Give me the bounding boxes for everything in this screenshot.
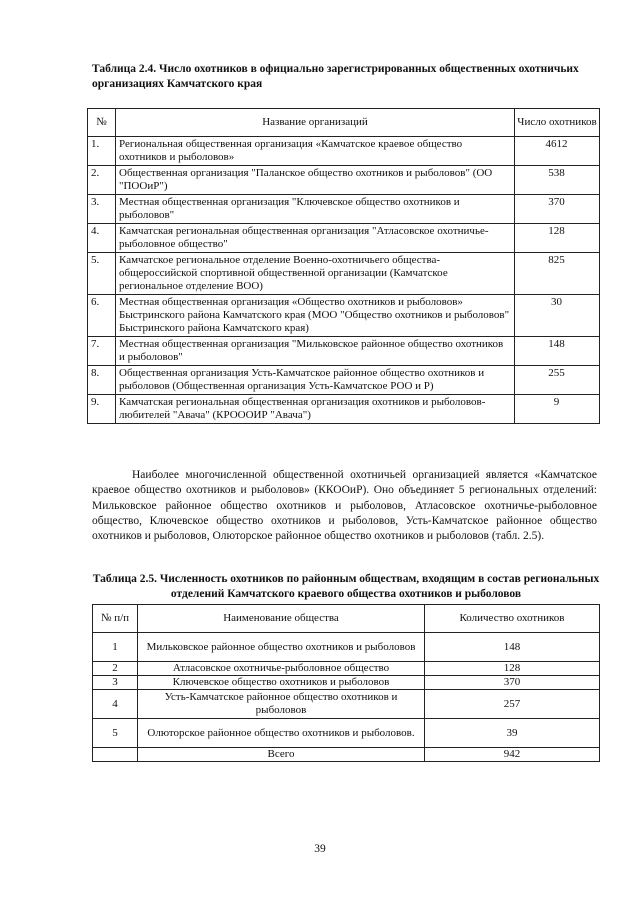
row-name: Камчатская региональная общественная организация "Атласовское охотничье-рыболовное общество" — [116, 224, 515, 253]
row-num: 1. — [88, 137, 116, 166]
header-name: Название организаций — [116, 109, 515, 137]
row-name: Камчатская региональная общественная организация охотников и рыболовов-любителей "Авача" (КРОООИР "Авача") — [116, 395, 515, 424]
table-header-row — [88, 109, 600, 137]
total-num — [93, 748, 138, 762]
row-count: 148 — [425, 633, 600, 662]
table1-caption: Таблица 2.4. Число охотников в официально зарегистрированных общественных охотничьих организациях Камчатского края — [92, 63, 579, 90]
total-count: 942 — [425, 748, 600, 762]
total-row — [93, 748, 600, 762]
district-societies-table — [92, 604, 600, 762]
table-row — [93, 690, 600, 719]
table-row — [88, 395, 600, 424]
row-count: 370 — [425, 676, 600, 690]
table-row — [88, 137, 600, 166]
row-num: 1 — [93, 633, 138, 662]
body-paragraph — [92, 468, 597, 544]
table-row — [93, 676, 600, 690]
row-count: 255 — [515, 366, 600, 395]
table2-caption: Таблица 2.5. Численность охотников по районным обществам, входящим в состав региональных отделений Камчатского краевого общества охотников и рыболовов — [92, 573, 600, 600]
row-name: Общественная организация Усть-Камчатское районное общество охотников и рыболовов (Общественная организация Усть-Камчатское РОО и Р) — [116, 366, 515, 395]
row-num: 3 — [93, 676, 138, 690]
row-name: Усть-Камчатское районное общество охотников и рыболовов — [138, 690, 425, 719]
row-count: 9 — [515, 395, 600, 424]
row-count: 538 — [515, 166, 600, 195]
table-row — [88, 337, 600, 366]
header-count: Количество охотников — [425, 605, 600, 633]
table-row — [93, 719, 600, 748]
row-name: Местная общественная организация "Мильковское районное общество охотников и рыболовов" — [116, 337, 515, 366]
row-num: 5 — [93, 719, 138, 748]
row-name: Местная общественная организация «Общество охотников и рыболовов» Быстринского района Камчатского края (МОО "Общество охотников и рыболовов" Быстринского района Камчатского края) — [116, 295, 515, 337]
header-count: Число охотников — [515, 109, 600, 137]
header-name: Наименование общества — [138, 605, 425, 633]
row-count: 370 — [515, 195, 600, 224]
paragraph-text: Наиболее многочисленной общественной охотничьей организацией является «Камчатское краевое общество охотников и рыболовов» (ККООиР). Оно объединяет 5 региональных отделений: Мильковское районное общество охотников и рыболовов, Атласовское охотничье-рыболовное общество, Ключевское общество охотников и рыболовов, Усть-Камчатское районное общество охотников и рыболовов, Олюторское районное общество охотников и рыболовов (табл. 2.5). — [92, 469, 597, 543]
table-row — [88, 224, 600, 253]
row-num: 6. — [88, 295, 116, 337]
row-name: Камчатское региональное отделение Военно-охотничьего общества-общероссийской спортивной общественной организации (Камчатское региональное отделение ВОО) — [116, 253, 515, 295]
table-row — [93, 662, 600, 676]
row-name: Региональная общественная организация «Камчатское краевое общество охотников и рыболовов» — [116, 137, 515, 166]
table-row — [88, 195, 600, 224]
row-name: Местная общественная организация "Ключевское общество охотников и рыболовов" — [116, 195, 515, 224]
hunting-organizations-table — [87, 108, 600, 424]
row-name: Общественная организация "Паланское общество охотников и рыболовов" (ОО "ПООиР") — [116, 166, 515, 195]
page-number: 39 — [314, 843, 326, 855]
table-header-row — [93, 605, 600, 633]
total-label: Всего — [138, 748, 425, 762]
row-count: 30 — [515, 295, 600, 337]
row-count: 128 — [515, 224, 600, 253]
row-num: 2. — [88, 166, 116, 195]
row-count: 257 — [425, 690, 600, 719]
row-count: 4612 — [515, 137, 600, 166]
table-row — [88, 295, 600, 337]
header-num: № — [88, 109, 116, 137]
row-num: 3. — [88, 195, 116, 224]
table-row — [88, 253, 600, 295]
row-num: 4 — [93, 690, 138, 719]
row-num: 7. — [88, 337, 116, 366]
row-count: 148 — [515, 337, 600, 366]
row-count: 825 — [515, 253, 600, 295]
row-name: Мильковское районное общество охотников и рыболовов — [138, 633, 425, 662]
row-num: 2 — [93, 662, 138, 676]
row-num: 9. — [88, 395, 116, 424]
row-num: 4. — [88, 224, 116, 253]
row-num: 5. — [88, 253, 116, 295]
row-count: 128 — [425, 662, 600, 676]
row-name: Атласовское охотничье-рыболовное общество — [138, 662, 425, 676]
header-num: № п/п — [93, 605, 138, 633]
row-name: Ключевское общество охотников и рыболовов — [138, 676, 425, 690]
row-count: 39 — [425, 719, 600, 748]
table-row — [88, 166, 600, 195]
table-row — [88, 366, 600, 395]
table-row — [93, 633, 600, 662]
row-name: Олюторское районное общество охотников и рыболовов. — [138, 719, 425, 748]
row-num: 8. — [88, 366, 116, 395]
